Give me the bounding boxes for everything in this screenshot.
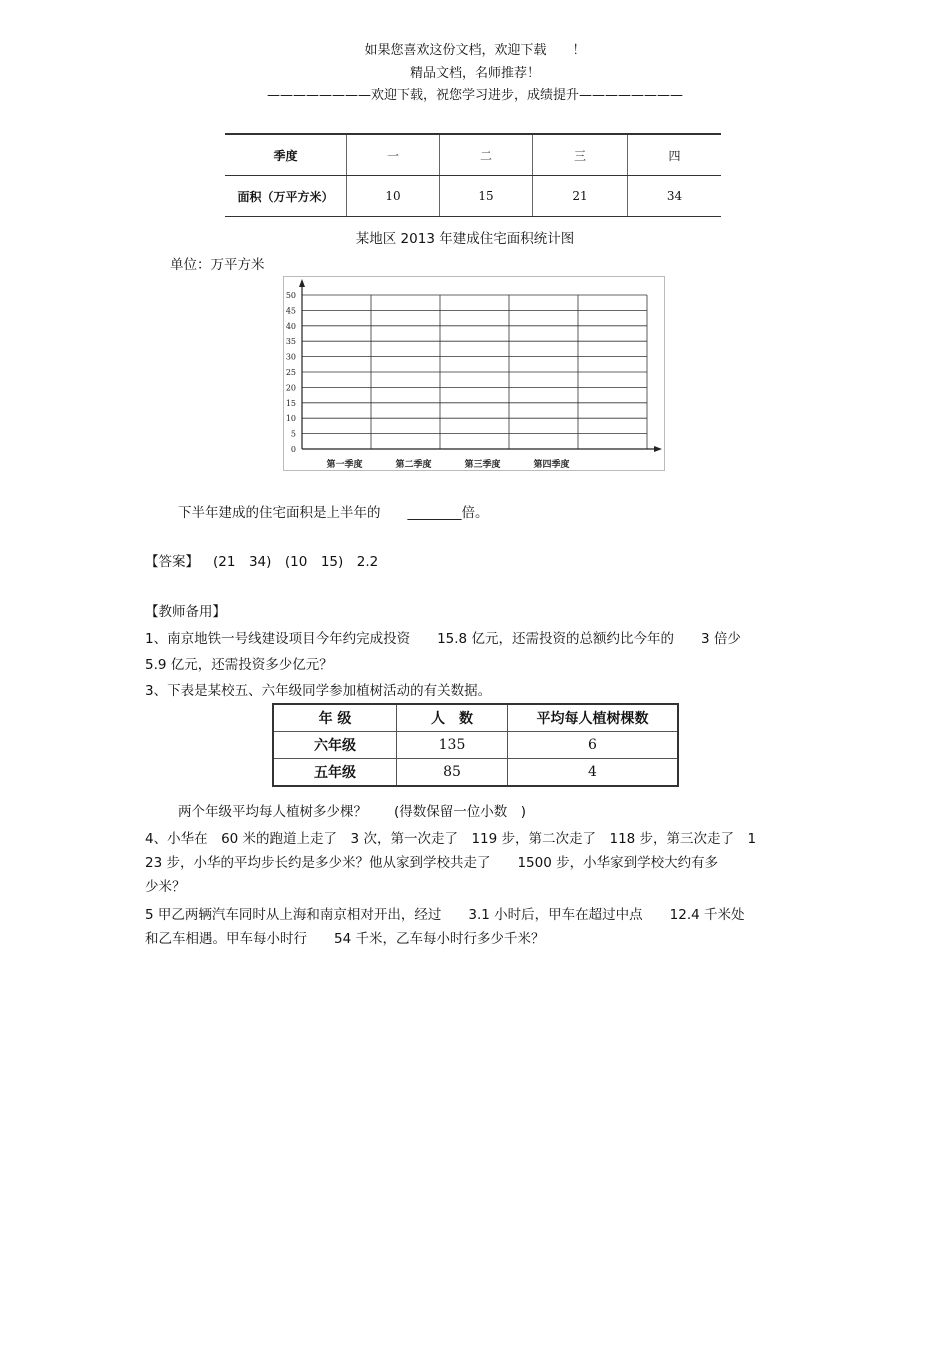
table-cell: 34 [628, 176, 722, 217]
y-tick-label: 30 [285, 352, 296, 362]
x-category-label: 第三季度 [464, 460, 501, 470]
header-line-1: 如果您喜欢这份文档，欢迎下载 ！ [364, 43, 586, 58]
fill-in-question: 下半年建成的住宅面积是上半年的 ________倍。 [178, 505, 489, 521]
x-axis-arrow [654, 446, 662, 452]
y-tick-label: 35 [285, 337, 296, 347]
season-area-table [225, 133, 721, 217]
table-header-cell: 平均每人植树棵数 [508, 704, 679, 732]
y-tick-label: 20 [285, 383, 296, 393]
y-tick-label: 10 [285, 414, 296, 424]
table-cell: 季度 [225, 134, 347, 176]
question-5-line-2: 和乙车相遇。甲车每小时行 54 千米，乙车每小时行多少千米？ [145, 931, 545, 947]
y-tick-label: 40 [285, 321, 296, 331]
table-cell: 六年级 [273, 732, 397, 759]
table-cell: 21 [533, 176, 628, 217]
question-1-line-1: 1、南京地铁一号线建设项目今年约完成投资 15.8 亿元，还需投资的总额约比今年的 3 倍少 [145, 631, 741, 647]
table-row [225, 134, 721, 176]
table-cell: 135 [397, 732, 508, 759]
table-row [273, 759, 678, 787]
table-cell: 15 [440, 176, 533, 217]
question-1-line-2: 5.9 亿元，还需投资多少亿元？ [145, 657, 333, 673]
table-header-cell: 年 级 [273, 704, 397, 732]
table-cell: 一 [347, 134, 440, 176]
question-4-line-2: 23 步，小华的平均步长约是多少米？他从家到学校共走了 1500 步，小华家到学校大约有多 [145, 855, 719, 871]
table-cell: 4 [508, 759, 679, 787]
question-5-line-1: 5 甲乙两辆汽车同时从上海和南京相对开出，经过 3.1 小时后，甲车在超过中点 12.4 千米处 [145, 907, 745, 923]
table-row [273, 732, 678, 759]
x-category-label: 第二季度 [395, 460, 432, 470]
question-4-line-3: 少米？ [145, 879, 186, 895]
tree-planting-table [272, 703, 679, 787]
question-3-ask: 两个年级平均每人植树多少棵？ (得数保留一位小数 ) [178, 804, 527, 820]
y-tick-label: 5 [290, 429, 296, 439]
table-cell: 6 [508, 732, 679, 759]
table-cell: 四 [628, 134, 722, 176]
table-cell: 二 [440, 134, 533, 176]
x-category-label: 第一季度 [326, 460, 363, 470]
y-axis-arrow [299, 279, 305, 287]
answer-text: (21 34) (10 15) 2.2 [213, 554, 379, 570]
table-cell: 10 [347, 176, 440, 217]
header-line-2: 精品文档，名师推荐！ [409, 66, 540, 81]
x-category-label: 第四季度 [533, 460, 570, 470]
table-cell: 三 [533, 134, 628, 176]
y-tick-label: 45 [285, 306, 296, 316]
table-cell: 85 [397, 759, 508, 787]
table-row [273, 704, 678, 732]
chart-frame [283, 276, 665, 471]
y-tick-label: 25 [285, 368, 296, 377]
question-3: 3、下表是某校五、六年级同学参加植树活动的有关数据。 [145, 683, 492, 699]
question-4-line-1: 4、小华在 60 米的跑道上走了 3 次，第一次走了 119 步，第二次走了 118 步，第三次走了 1 [145, 831, 757, 847]
header-line-3: ————————欢迎下载，祝您学习进步，成绩提升———————— [266, 88, 683, 103]
y-tick-label: 50 [285, 291, 296, 300]
table-header-cell: 人 数 [397, 704, 508, 732]
chart-unit: 单位：万平方米 [170, 257, 265, 273]
table-cell: 面积（万平方米） [225, 176, 347, 217]
chart-caption: 某地区 2013 年建成住宅面积统计图 [355, 231, 575, 247]
teacher-label: 【教师备用】 [145, 604, 226, 620]
table-cell: 五年级 [273, 759, 397, 787]
table-row [225, 176, 721, 217]
y-tick-label: 15 [285, 398, 296, 408]
answer-label: 【答案】 [145, 554, 199, 570]
y-tick-label: 0 [290, 445, 296, 454]
area-line-chart [284, 277, 664, 470]
